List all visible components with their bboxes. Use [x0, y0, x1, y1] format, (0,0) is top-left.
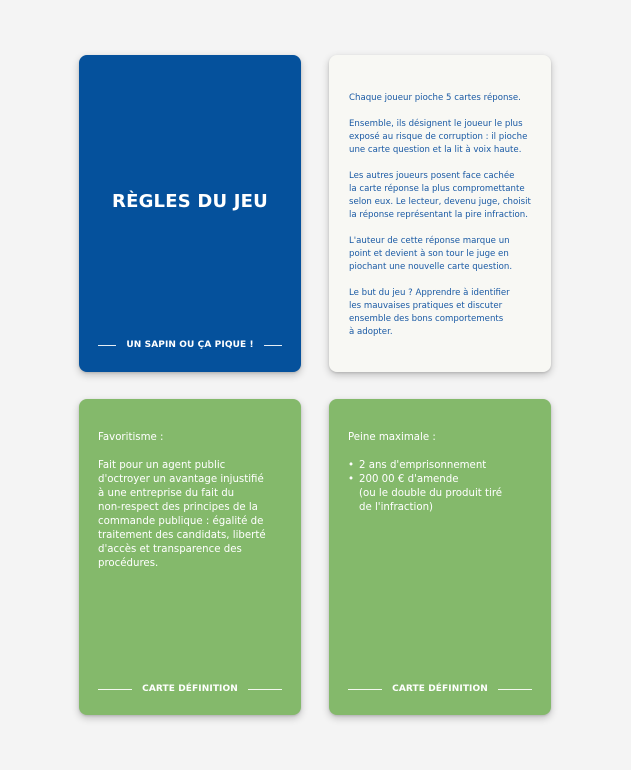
rules-line: point et devient à son tour le juge en — [349, 249, 509, 259]
rules-paragraph — [349, 92, 541, 105]
rules-line: ensemble des bons comportements — [349, 314, 504, 324]
rules-line: L'auteur de cette réponse marque un — [349, 236, 510, 246]
rules-line: Le but du jeu ? Apprendre à identifier — [349, 288, 510, 298]
rules-paragraph — [349, 287, 541, 339]
footer-rule-right — [264, 345, 282, 346]
rules-card — [329, 55, 551, 372]
definition-line: Fait pour un agent public — [98, 460, 226, 471]
definition-line: traitement des candidats, liberté — [98, 530, 266, 541]
footer-rule-right — [498, 689, 532, 690]
rules-line: exposé au risque de corruption : il pioche — [349, 132, 528, 142]
rules-line: la carte réponse la plus compromettante — [349, 184, 525, 194]
definition-text — [98, 459, 289, 571]
rules-line: les mauvaises pratiques et discuter — [349, 301, 503, 311]
penalty-item — [348, 459, 539, 473]
penalty-line: de l'infraction) — [359, 502, 433, 513]
penalty-body — [348, 431, 539, 515]
rules-line: selon eux. Le lecteur, devenu juge, choisit — [349, 197, 531, 207]
definition-line: procédures. — [98, 558, 159, 569]
card-footer — [98, 684, 282, 694]
penalty-item — [348, 473, 539, 515]
definition-card — [79, 399, 301, 715]
footer-rule-right — [248, 689, 282, 690]
card-footer — [98, 340, 282, 350]
definition-line: d'accès et transparence des — [98, 544, 242, 555]
penalty-line: 2 ans d'emprisonnement — [359, 460, 487, 471]
card-footer — [348, 684, 532, 694]
card-title: RÈGLES DU JEU — [112, 191, 268, 212]
rules-line: la réponse représentant la pire infraction. — [349, 210, 528, 220]
rules-line: Ensemble, ils désignent le joueur le plus — [349, 119, 523, 129]
penalty-line: (ou le double du produit tiré — [359, 488, 503, 499]
penalty-card — [329, 399, 551, 715]
footer-label: CARTE DÉFINITION — [142, 684, 238, 694]
rules-line: une carte question et la lit à voix haute. — [349, 145, 522, 155]
penalty-heading: Peine maximale : — [348, 432, 436, 443]
rules-line: piochant une nouvelle carte question. — [349, 262, 513, 272]
footer-rule-left — [98, 345, 116, 346]
rules-paragraph — [349, 118, 541, 157]
footer-label: CARTE DÉFINITION — [392, 684, 488, 694]
rules-line: à adopter. — [349, 327, 393, 337]
bullet-icon: • — [348, 460, 355, 471]
rules-paragraph — [349, 170, 541, 222]
definition-line: à une entreprise du fait du — [98, 488, 235, 499]
bullet-icon: • — [348, 474, 355, 485]
rules-line: Les autres joueurs posent face cachée — [349, 171, 515, 181]
penalty-list — [348, 459, 539, 515]
rules-paragraph — [349, 235, 541, 274]
definition-line: commande publique : égalité de — [98, 516, 264, 527]
rules-line: Chaque joueur pioche 5 cartes réponse. — [349, 93, 521, 103]
title-card — [79, 55, 301, 372]
definition-line: non-respect des principes de la — [98, 502, 258, 513]
definition-line: d'octroyer un avantage injustifié — [98, 474, 264, 485]
footer-rule-left — [98, 689, 132, 690]
definition-heading: Favoritisme : — [98, 432, 164, 443]
footer-rule-left — [348, 689, 382, 690]
penalty-line: 200 00 € d'amende — [359, 474, 459, 485]
definition-body — [98, 431, 289, 571]
footer-label: UN SAPIN OU ÇA PIQUE ! — [126, 340, 254, 350]
rules-body — [349, 92, 541, 352]
